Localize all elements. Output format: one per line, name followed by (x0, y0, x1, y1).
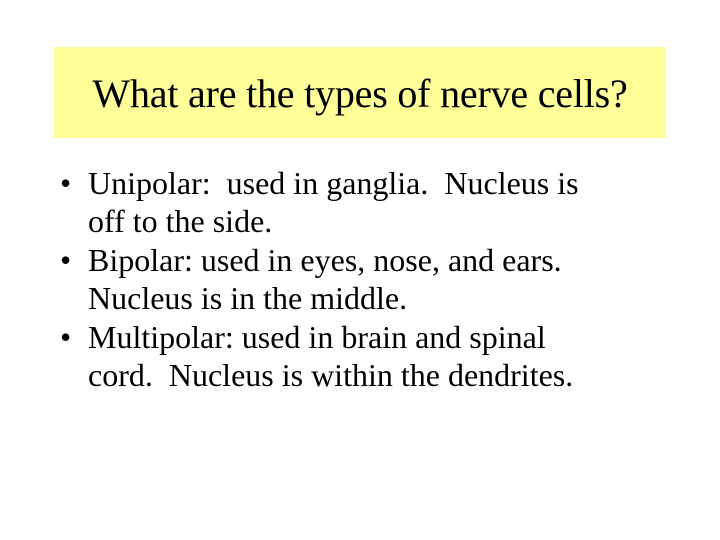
slide-title: What are the types of nerve cells? (92, 70, 628, 116)
bullet-text-line1: Bipolar: used in eyes, nose, and ears. (88, 242, 562, 278)
bullet-dot-icon: • (60, 165, 72, 201)
bullet-unipolar (60, 164, 660, 240)
bullet-text-line2: cord. Nucleus is within the dendrites. (88, 357, 574, 393)
bullet-dot-icon: • (60, 319, 72, 355)
bullet-bipolar (60, 241, 660, 317)
bullet-dot-icon: • (60, 242, 72, 278)
bullet-text-line1: Multipolar: used in brain and spinal (88, 319, 546, 355)
bullet-text-line2: Nucleus is in the middle. (88, 280, 408, 316)
title-box (54, 47, 666, 138)
bullet-text-line1: Unipolar: used in ganglia. Nucleus is (88, 165, 579, 201)
bullet-multipolar (60, 318, 660, 394)
bullet-list (60, 164, 660, 395)
bullet-text-line2: off to the side. (88, 203, 273, 239)
